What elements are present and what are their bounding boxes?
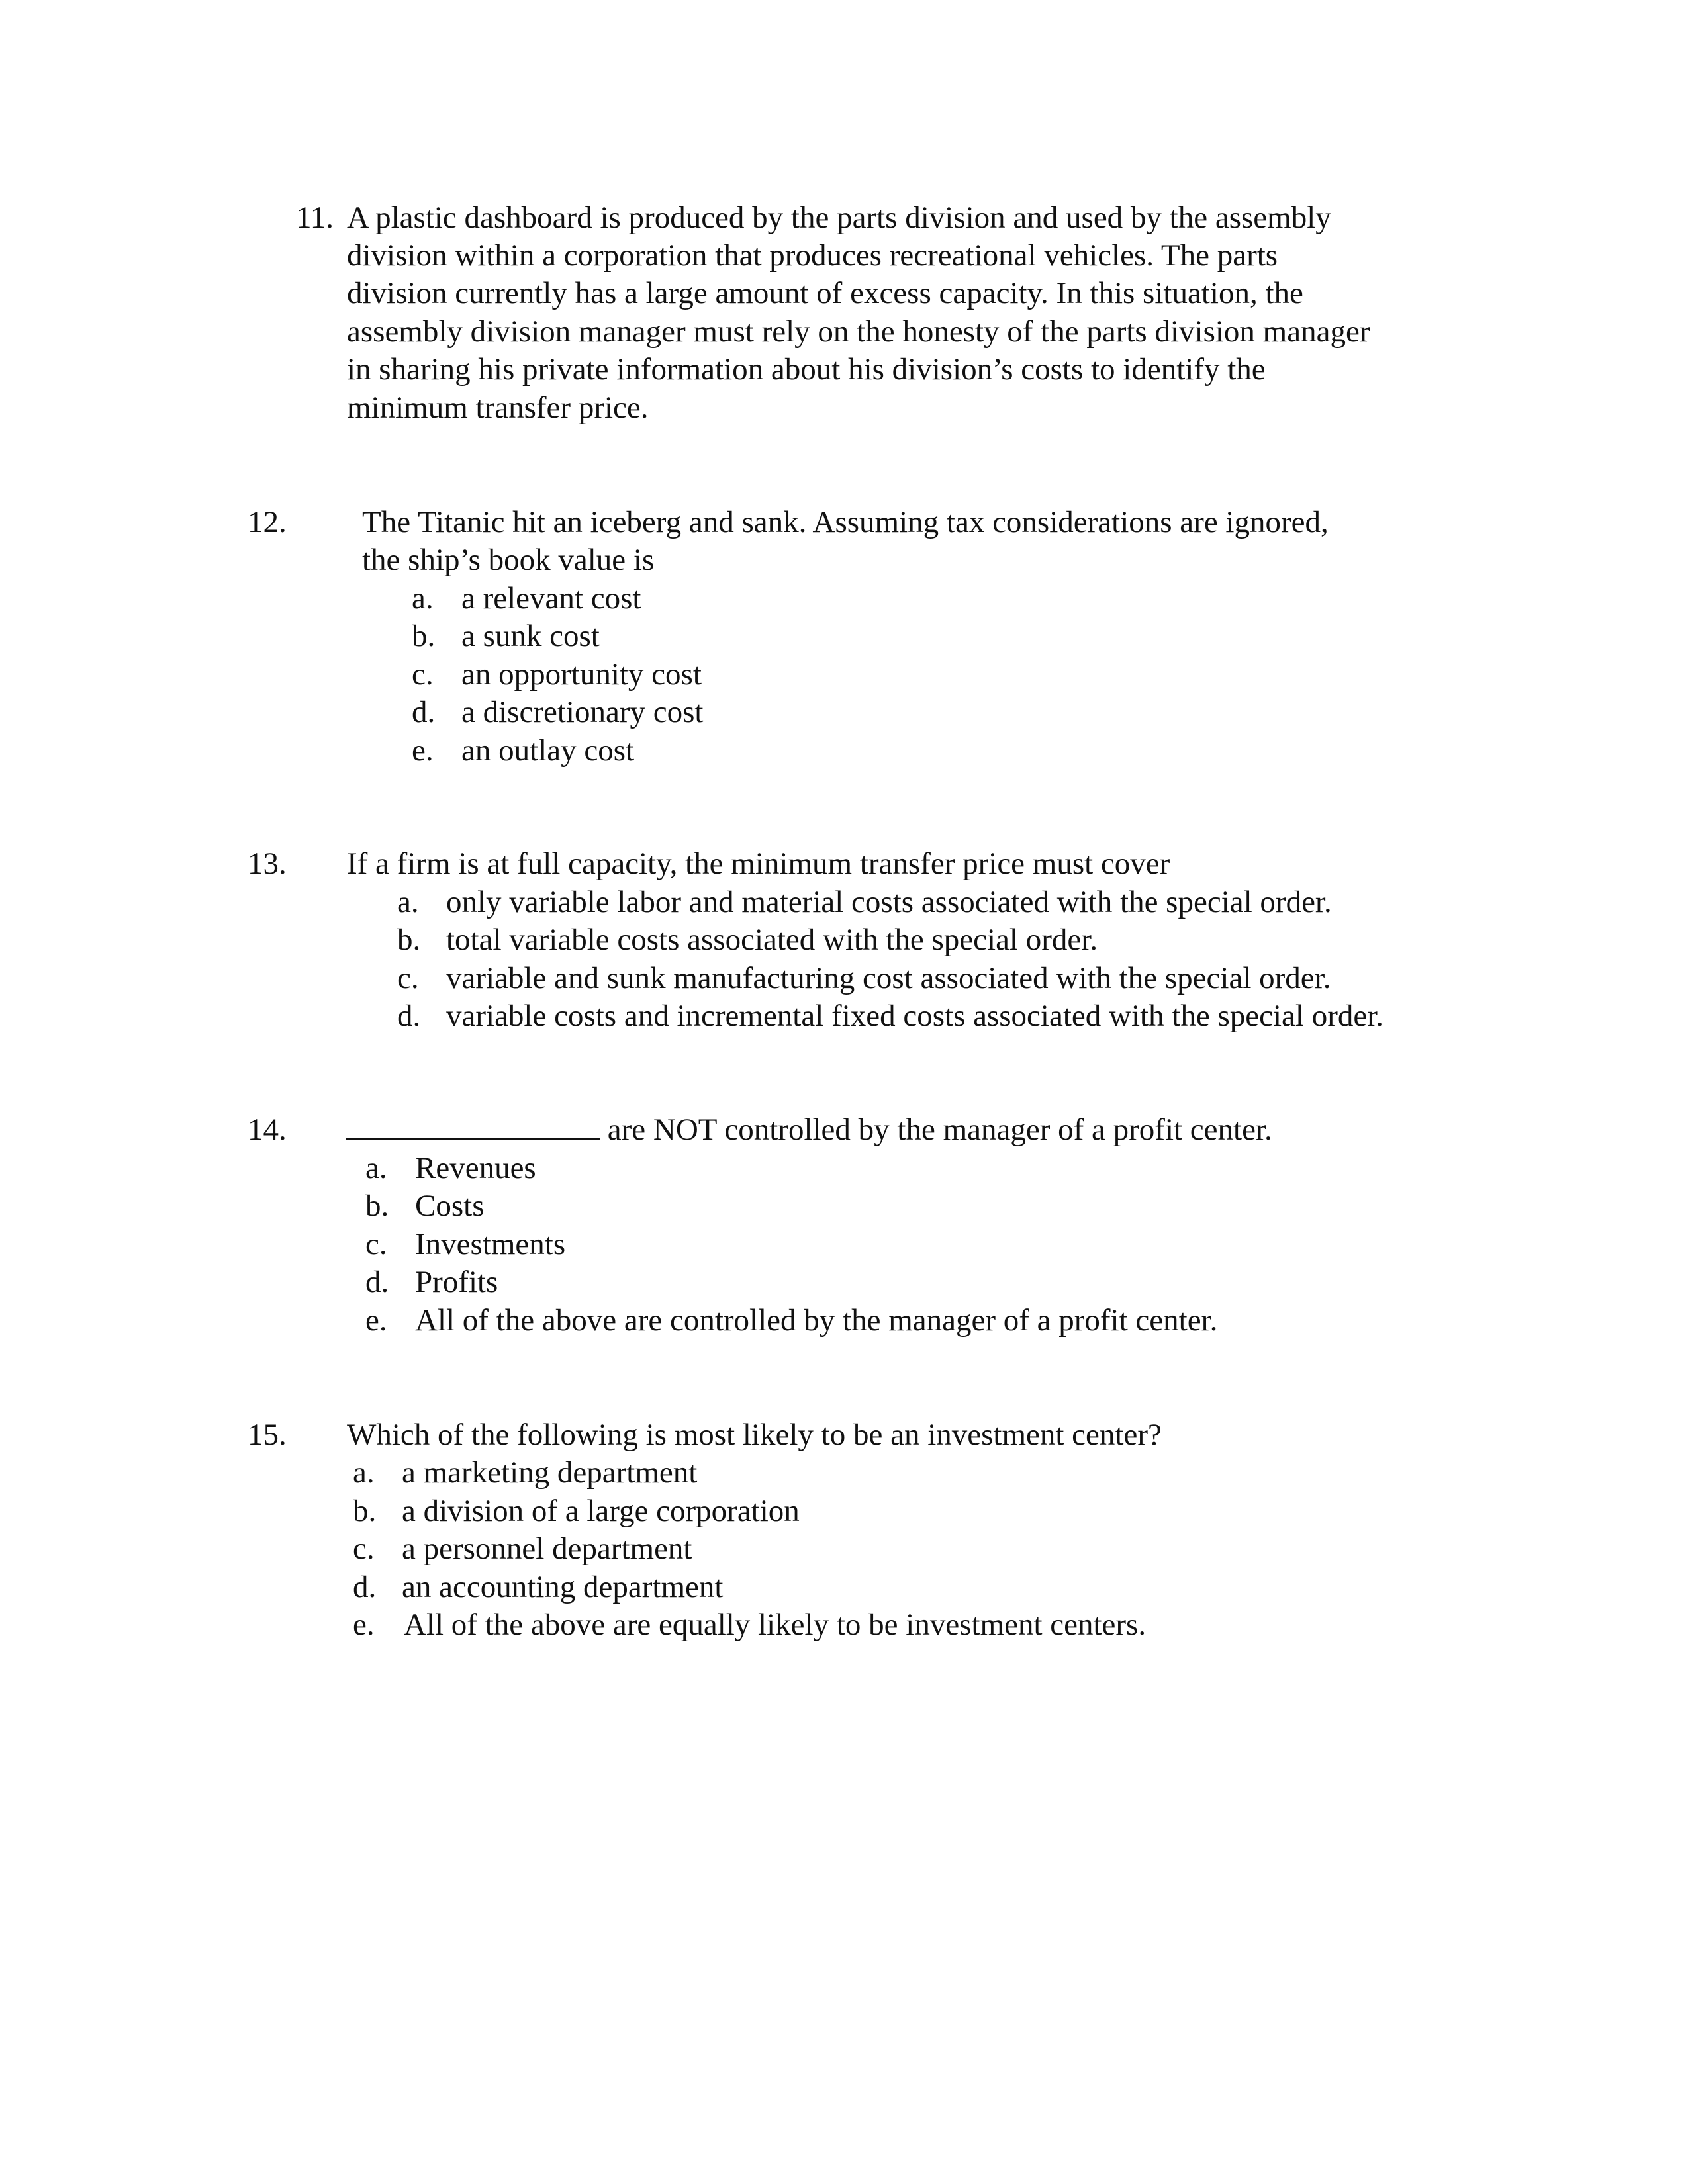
option-text: variable and sunk manufacturing cost associated with the special order. — [446, 961, 1331, 995]
option-letter: d. — [397, 999, 421, 1033]
option-letter: d. — [412, 695, 436, 729]
question-number: 12. — [248, 505, 287, 539]
option-letter: a. — [397, 885, 419, 919]
option-letter: c. — [353, 1531, 375, 1566]
option-letter: c. — [412, 657, 434, 692]
option-text: a discretionary cost — [461, 695, 704, 729]
option-letter: a. — [412, 581, 434, 615]
option-text: a relevant cost — [461, 581, 641, 615]
option-letter: a. — [353, 1455, 375, 1490]
option-text: All of the above are equally likely to be investment centers. — [404, 1608, 1147, 1642]
question-text: are NOT controlled by the manager of a profit center. — [607, 1113, 1272, 1147]
option-text: Revenues — [415, 1151, 536, 1185]
option-letter: e. — [412, 733, 434, 768]
question-text-line: division currently has a large amount of excess capacity. In this situation, the — [347, 276, 1303, 310]
option-letter: b. — [365, 1189, 389, 1223]
option-text: a division of a large corporation — [402, 1494, 800, 1528]
option-letter: e. — [365, 1303, 387, 1338]
question-text-line: Which of the following is most likely to be an investment center? — [347, 1418, 1162, 1452]
option-text: Costs — [415, 1189, 485, 1223]
option-letter: b. — [353, 1494, 377, 1528]
option-letter: c. — [365, 1227, 387, 1261]
option-letter: b. — [412, 619, 436, 653]
option-text: Investments — [415, 1227, 566, 1261]
option-letter: d. — [353, 1570, 377, 1604]
option-text: a personnel department — [402, 1531, 692, 1566]
option-text: total variable costs associated with the special order. — [446, 923, 1098, 957]
question-text-line: If a firm is at full capacity, the minimum transfer price must cover — [347, 846, 1170, 881]
option-text: an outlay cost — [461, 733, 635, 768]
question-number: 11. — [296, 201, 334, 235]
option-letter: e. — [353, 1608, 375, 1642]
question-text-line: in sharing his private information about his division’s costs to identify the — [347, 352, 1266, 387]
option-text: a marketing department — [402, 1455, 698, 1490]
option-letter: b. — [397, 923, 421, 957]
option-text: a sunk cost — [461, 619, 600, 653]
question-text-line: A plastic dashboard is produced by the parts division and used by the assembly — [347, 201, 1331, 235]
option-text: variable costs and incremental fixed costs associated with the special order. — [446, 999, 1384, 1033]
question-text-line: division within a corporation that produces recreational vehicles. The parts — [347, 238, 1278, 273]
question-text-line: the ship’s book value is — [362, 543, 655, 577]
option-text: All of the above are controlled by the manager of a profit center. — [415, 1303, 1218, 1338]
question-text-line: minimum transfer price. — [347, 390, 649, 425]
option-letter: d. — [365, 1265, 389, 1299]
question-text-line: assembly division manager must rely on the honesty of the parts division manager — [347, 314, 1370, 349]
option-text: an opportunity cost — [461, 657, 702, 692]
option-text: an accounting department — [402, 1570, 724, 1604]
option-letter: a. — [365, 1151, 387, 1185]
question-number: 15. — [248, 1418, 287, 1452]
question-text-line: The Titanic hit an iceberg and sank. Assuming tax considerations are ignored, — [362, 505, 1329, 539]
question-number: 14. — [248, 1113, 287, 1147]
option-letter: c. — [397, 961, 419, 995]
answer-blank — [346, 1111, 600, 1140]
option-text: only variable labor and material costs associated with the special order. — [446, 885, 1332, 919]
question-stem — [346, 1111, 1272, 1149]
question-number: 13. — [248, 846, 287, 881]
option-text: Profits — [415, 1265, 498, 1299]
